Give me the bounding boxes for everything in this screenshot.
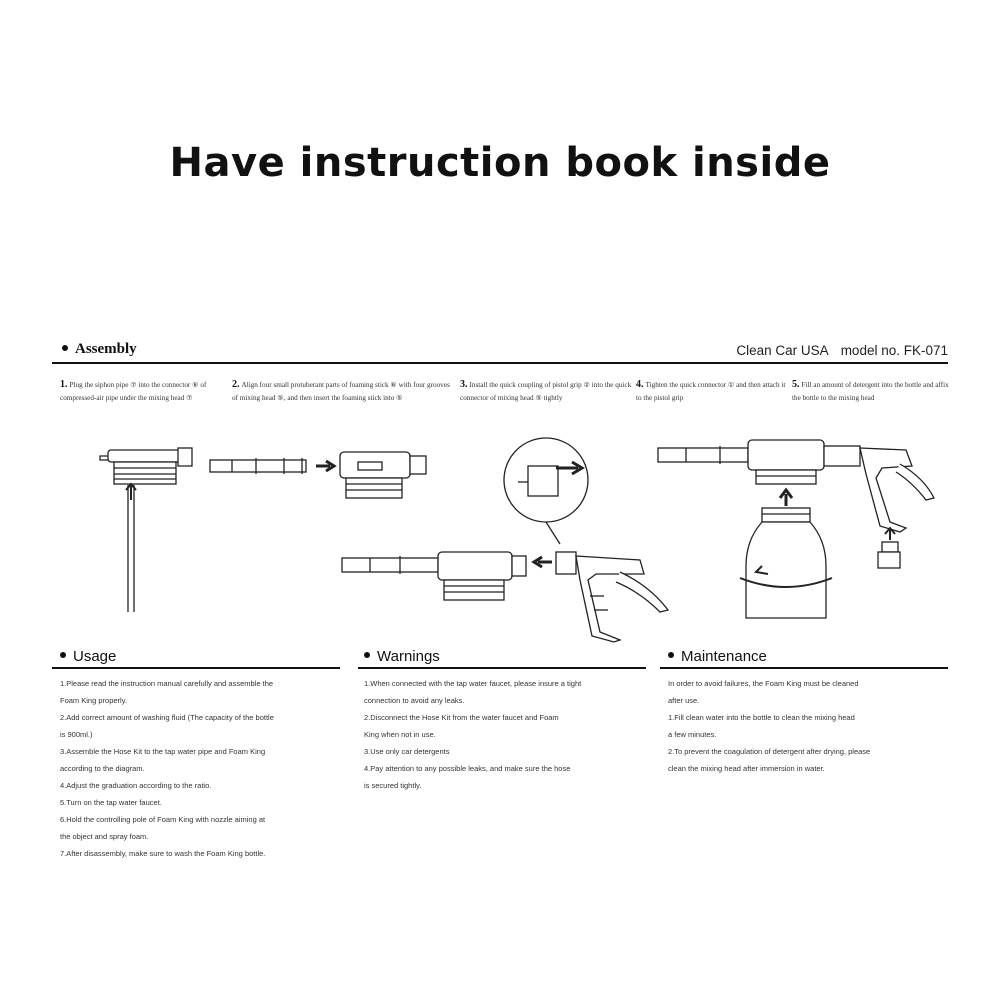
assembly-step-3: 3. Install the quick coupling of pistol grip ② into the quick connector of mixing head ⑤ tightly [460,379,632,402]
assembled-mixing-head-illustration [342,552,526,600]
list-item: In order to avoid failures, the Foam King must be cleaned [668,679,859,688]
quick-connector-illustration [878,528,900,568]
maintenance-title: Maintenance [681,648,767,665]
list-item: clean the mixing head after immersion in water. [668,764,825,773]
usage-title: Usage [73,648,117,665]
model-number: model no. FK-071 [840,343,948,358]
maintenance-rule [660,667,948,669]
brand-name: Clean Car USA [736,343,829,358]
list-item: 5.Turn on the tap water faucet. [60,798,162,807]
list-item: is secured tightly. [364,781,422,790]
list-item: 2.Add correct amount of washing fluid (The capacity of the bottle [60,713,274,722]
bullet-icon [668,652,674,658]
list-item: 7.After disassembly, make sure to wash the Foam King bottle. [60,849,266,858]
list-item: 2.Disconnect the Hose Kit from the water faucet and Foam [364,713,559,722]
list-item: 4.Adjust the graduation according to the ratio. [60,781,212,790]
usage-list [60,675,342,862]
warnings-list [364,675,646,794]
warnings-title: Warnings [377,648,440,665]
headline: Have instruction book inside [169,140,831,186]
assembly-step-2: 2. Align four small protuberant parts of foaming stick ⑥ with four grooves of mixing head ⑤, and then insert the foaming stick into ⑤ [232,379,450,402]
arrow-right-icon [316,461,334,471]
assembly-step-5: 5. Fill an amount of detergent into the bottle and affix the bottle to the mixing head [792,379,949,402]
assembly-step-1: 1. Plug the siphon pipe ⑦ into the connector ⑥ of compressed-air pipe under the mixing head ⑦ [60,379,207,402]
warnings-heading [364,648,440,665]
list-item: after use. [668,696,700,705]
list-item: Foam King properly. [60,696,127,705]
list-item: the object and spray foam. [60,832,149,841]
warnings-rule [358,667,646,669]
assembly-step-4: 4. Tighten the quick connector ① and then attach it to the pistol grip [636,379,786,402]
bullet-icon [364,652,370,658]
list-item: 2.To prevent the coagulation of detergent after drying, please [668,747,871,756]
detergent-bottle-illustration [740,508,832,618]
maintenance-heading [668,648,767,665]
maintenance-list [668,675,948,777]
list-item: 6.Hold the controlling pole of Foam King with nozzle aiming at [60,815,266,824]
list-item: 1.When connected with the tap water faucet, please insure a tight [364,679,582,688]
bullet-icon [60,652,66,658]
foaming-stick-illustration [210,458,306,474]
list-item: 3.Assemble the Hose Kit to the tap water pipe and Foam King [60,747,266,756]
arrow-left-icon [534,557,552,567]
list-item: is 900ml.) [60,730,93,739]
list-item: connection to avoid any leaks. [364,696,465,705]
list-item: 1.Please read the instruction manual carefully and assemble the [60,679,274,688]
list-item: according to the diagram. [60,764,145,773]
mixing-head-illustration [340,452,426,498]
list-item: King when not in use. [364,730,436,739]
usage-heading [60,648,116,665]
list-item: 4.Pay attention to any possible leaks, and make sure the hose [364,764,571,773]
assembly-title: Assembly [75,341,137,357]
arrow-up-icon [780,490,792,506]
list-item: 3.Use only car detergents [364,747,450,756]
quick-coupling-zoom-illustration [504,438,588,544]
usage-rule [52,667,340,669]
pistol-grip-illustration [556,552,668,642]
mixing-head-siphon-illustration [100,448,192,612]
list-item: a few minutes. [668,730,717,739]
list-item: 1.Fill clean water into the bottle to clean the mixing head [668,713,855,722]
